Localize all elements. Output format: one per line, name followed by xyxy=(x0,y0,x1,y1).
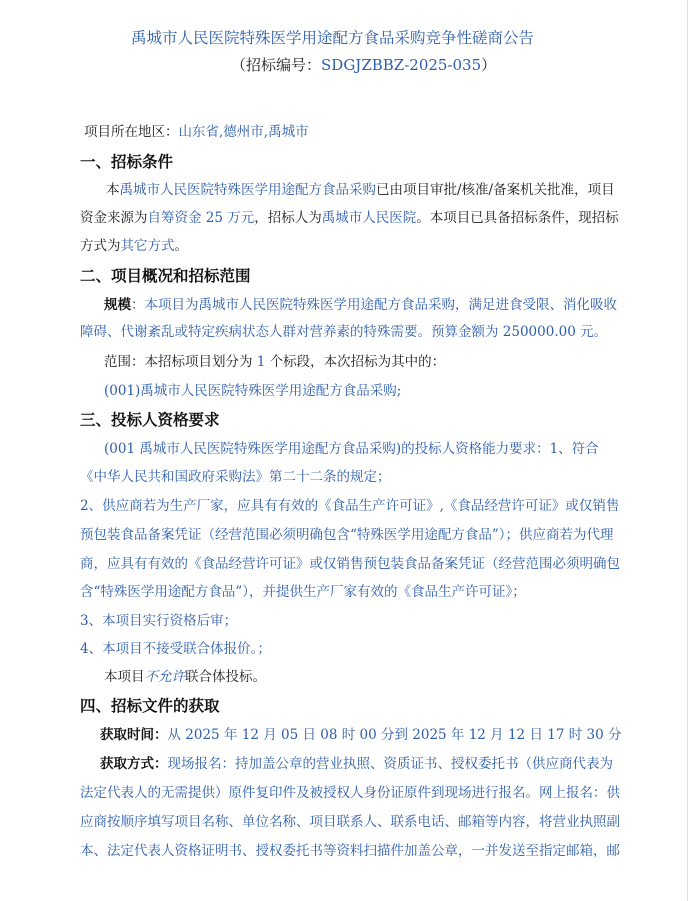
section-1-line-1 xyxy=(106,180,615,200)
s1-funding: 自筹资金 25 万元 xyxy=(147,210,255,226)
section-3-line-8: 4、本项目不接受联合体报价。； xyxy=(80,641,271,657)
section-3-line-1: (001 禹城市人民医院特殊医学用途配方食品采购)的投标人资格能力要求：1、符合 xyxy=(104,441,599,457)
s2-scale-text: ：本项目为禹城市人民医院特殊医学用途配方食品采购，满足进食受限、消化吸收 xyxy=(131,297,617,313)
section-3-heading: 三、投标人资格要求 xyxy=(80,410,220,429)
section-4-line-1 xyxy=(100,725,621,745)
s1-tenderer: 禹城市人民医院 xyxy=(321,210,417,226)
document-title: 禹城市人民医院特殊医学用途配方食品采购竞争性磋商公告 xyxy=(131,29,535,47)
s2-l3-a: 范围：本招标项目划分为 xyxy=(104,354,253,370)
section-1-heading: 一、招标条件 xyxy=(80,152,174,171)
section-2-line-3 xyxy=(104,352,445,372)
s3-consortium-status: 不允许 xyxy=(144,669,185,685)
section-3-line-6: 含“特殊医学用途配方食品”），并提供生产厂家有效的《食品生产许可证》； xyxy=(80,584,526,600)
tender-number xyxy=(231,55,496,75)
section-2-line-4: (001)禹城市人民医院特殊医学用途配方食品采购; xyxy=(104,383,402,399)
section-1-line-3 xyxy=(80,236,188,256)
s1-l2-c: ，招标人为 xyxy=(254,210,322,226)
s1-l1-c: 已由项目审批/核准/备案机关批准，项目 xyxy=(376,182,615,198)
s1-project-name: 禹城市人民医院特殊医学用途配方食品采购 xyxy=(119,182,376,198)
section-4-line-5: 本、法定代表人资格证明书、授权委托书等资料扫描件加盖公章，一并发送至指定邮箱，邮 xyxy=(80,843,620,859)
section-3-line-7: 3、本项目实行资格后审； xyxy=(80,613,238,629)
s1-l2-a: 资金来源为 xyxy=(80,210,148,226)
section-4-line-2 xyxy=(100,754,613,774)
tender-number-code: SDGJZBBZ-2025-035 xyxy=(321,56,482,74)
s2-lot-count: 1 xyxy=(256,354,266,370)
s1-method: 其它方式 xyxy=(120,238,175,254)
section-2-heading: 二、项目概况和招标范围 xyxy=(80,266,251,285)
s2-l3-c: 个标段，本次招标为其中的： xyxy=(269,354,446,370)
section-2-line-1 xyxy=(104,295,617,315)
s4-method-text: 现场报名：持加盖公章的营业执照、资质证书、授权委托书（供应商代表为 xyxy=(167,756,613,772)
section-3-line-5: 商，应具有有效的《食品经营许可证》或仅销售预包装食品备案凭证（经营范围必须明确包 xyxy=(80,556,620,572)
location-label: 项目所在地区： xyxy=(84,124,179,140)
tender-number-suffix: ） xyxy=(481,56,497,74)
s4-time-label: 获取时间： xyxy=(100,727,168,743)
tender-number-prefix: （招标编号： xyxy=(231,56,322,74)
s3-l9-c: 联合体投标。 xyxy=(185,669,266,685)
s1-l1-a: 本 xyxy=(106,182,120,198)
s4-method-label: 获取方式： xyxy=(100,756,168,772)
section-1-line-2 xyxy=(80,208,619,228)
s1-l3-a: 方式为 xyxy=(80,238,121,254)
section-3-line-3: 2、供应商若为生产厂家，应具有有效的《食品生产许可证》,《食品经营许可证》或仅销售 xyxy=(80,498,620,514)
section-4-line-4: 应商按顺序填写项目名称、单位名称、项目联系人、联系电话、邮箱等内容，将营业执照副 xyxy=(80,814,620,830)
section-3-line-4: 预包装食品备案凭证（经营范围必须明确包含“特殊医学用途配方食品”）；供应商若为代理 xyxy=(80,527,614,543)
section-4-heading: 四、招标文件的获取 xyxy=(80,696,220,715)
s4-time-value: 从 2025 年 12 月 05 日 08 时 00 分到 2025 年 12 月 12 日 17 时 30 分 xyxy=(167,727,622,743)
s1-l3-c: 。 xyxy=(174,238,188,254)
s1-l2-e: 。本项目已具备招标条件，现招标 xyxy=(416,210,619,226)
section-4-line-3: 法定代表人的无需提供）原件复印件及被授权人身份证原件到现场进行报名。网上报名：供 xyxy=(80,785,620,801)
project-location xyxy=(84,122,309,142)
section-2-line-2: 障碍、代谢紊乱或特定疾病状态人群对营养素的特殊需要。预算金额为 250000.00 元。 xyxy=(80,324,608,340)
s3-l9-a: 本项目 xyxy=(104,669,145,685)
s2-scale-label: 规模 xyxy=(104,297,131,313)
section-3-line-2: 《中华人民共和国政府采购法》第二十二条的规定； xyxy=(80,469,391,485)
section-3-line-9 xyxy=(104,667,266,687)
location-value: 山东省,德州市,禹城市 xyxy=(178,124,309,140)
